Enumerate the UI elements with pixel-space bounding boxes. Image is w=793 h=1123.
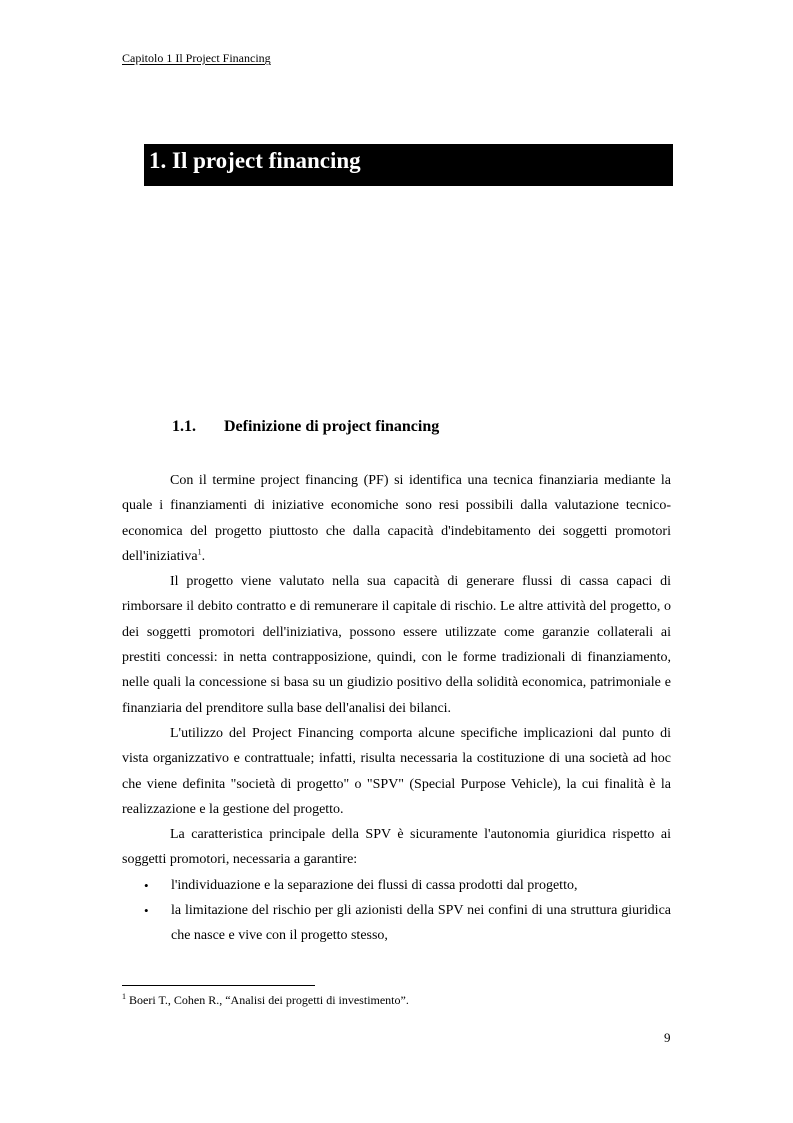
footnote-text: Boeri T., Cohen R., “Analisi dei progetti di investimento”. (126, 993, 409, 1007)
section-heading (172, 416, 439, 438)
paragraph-2: Il progetto viene valutato nella sua capacità di generare flussi di cassa capaci di rimborsare il debito contratto e di remunerare il capitale di rischio. Le altre attività del progetto, o dei soggetti promotori dell'iniziativa, possono essere utilizzate come garanzie collaterali ai prestiti concessi: in netta contrapposizione, quindi, con le forme tradizionali di finanziamento, nelle quali la concessione si basa su un giudizio positivo della solidità economica, patrimoniale e finanziaria del prenditore sulla base dell'analisi dei bilanci. (122, 574, 671, 716)
page-number: 9 (664, 1030, 671, 1045)
paragraph-3: L'utilizzo del Project Financing comporta alcune specifiche implicazioni dal punto di vista organizzativo e contrattuale; infatti, risulta necessaria la costituzione di una società ad hoc che viene definita "società di progetto" o "SPV" (Special Purpose Vehicle), la cui finalità è la realizzazione e la gestione del progetto. (122, 725, 671, 817)
paragraph-1 (122, 468, 671, 569)
chapter-title-bar (144, 144, 673, 186)
paragraph-4: La caratteristica principale della SPV è sicuramente l'autonomia giuridica rispetto ai soggetti promotori, necessaria a garantire: (122, 827, 671, 868)
bullet-icon: • (144, 877, 149, 893)
bullet-text: l'individuazione e la separazione dei flussi di cassa prodotti dal progetto, (171, 877, 578, 893)
bullet-item (122, 898, 671, 949)
footnote-number: 1 (122, 992, 126, 1001)
footnote-separator (122, 985, 315, 986)
bullet-text: la limitazione del rischio per gli azionisti della SPV nei confini di una struttura giuridica che nasce e vive con il progetto stesso, (171, 903, 671, 944)
bullet-list (122, 873, 671, 949)
section-number: 1.1. (172, 418, 196, 435)
chapter-number: 1. (149, 148, 167, 173)
footnote-reference: 1 (197, 547, 202, 557)
bullet-item (122, 873, 671, 898)
section-title: Definizione di project financing (224, 418, 440, 435)
paragraph-1-text: Con il termine project financing (PF) si identifica una tecnica finanziaria mediante la quale i finanziamenti di iniziative economiche sono resi possibili dalla valutazione tecnico-economica del progetto piuttosto che dalla capacità d'indebitamento dei soggetti promotori dell'iniziativa (122, 473, 671, 564)
body-text (122, 468, 671, 949)
paragraph-1-end: . (201, 548, 206, 564)
chapter-title (149, 144, 673, 178)
footnote (122, 992, 409, 1008)
bullet-icon: • (144, 903, 149, 919)
chapter-title-text: Il project financing (172, 148, 361, 173)
running-header: Capitolo 1 Il Project Financing (122, 51, 271, 65)
